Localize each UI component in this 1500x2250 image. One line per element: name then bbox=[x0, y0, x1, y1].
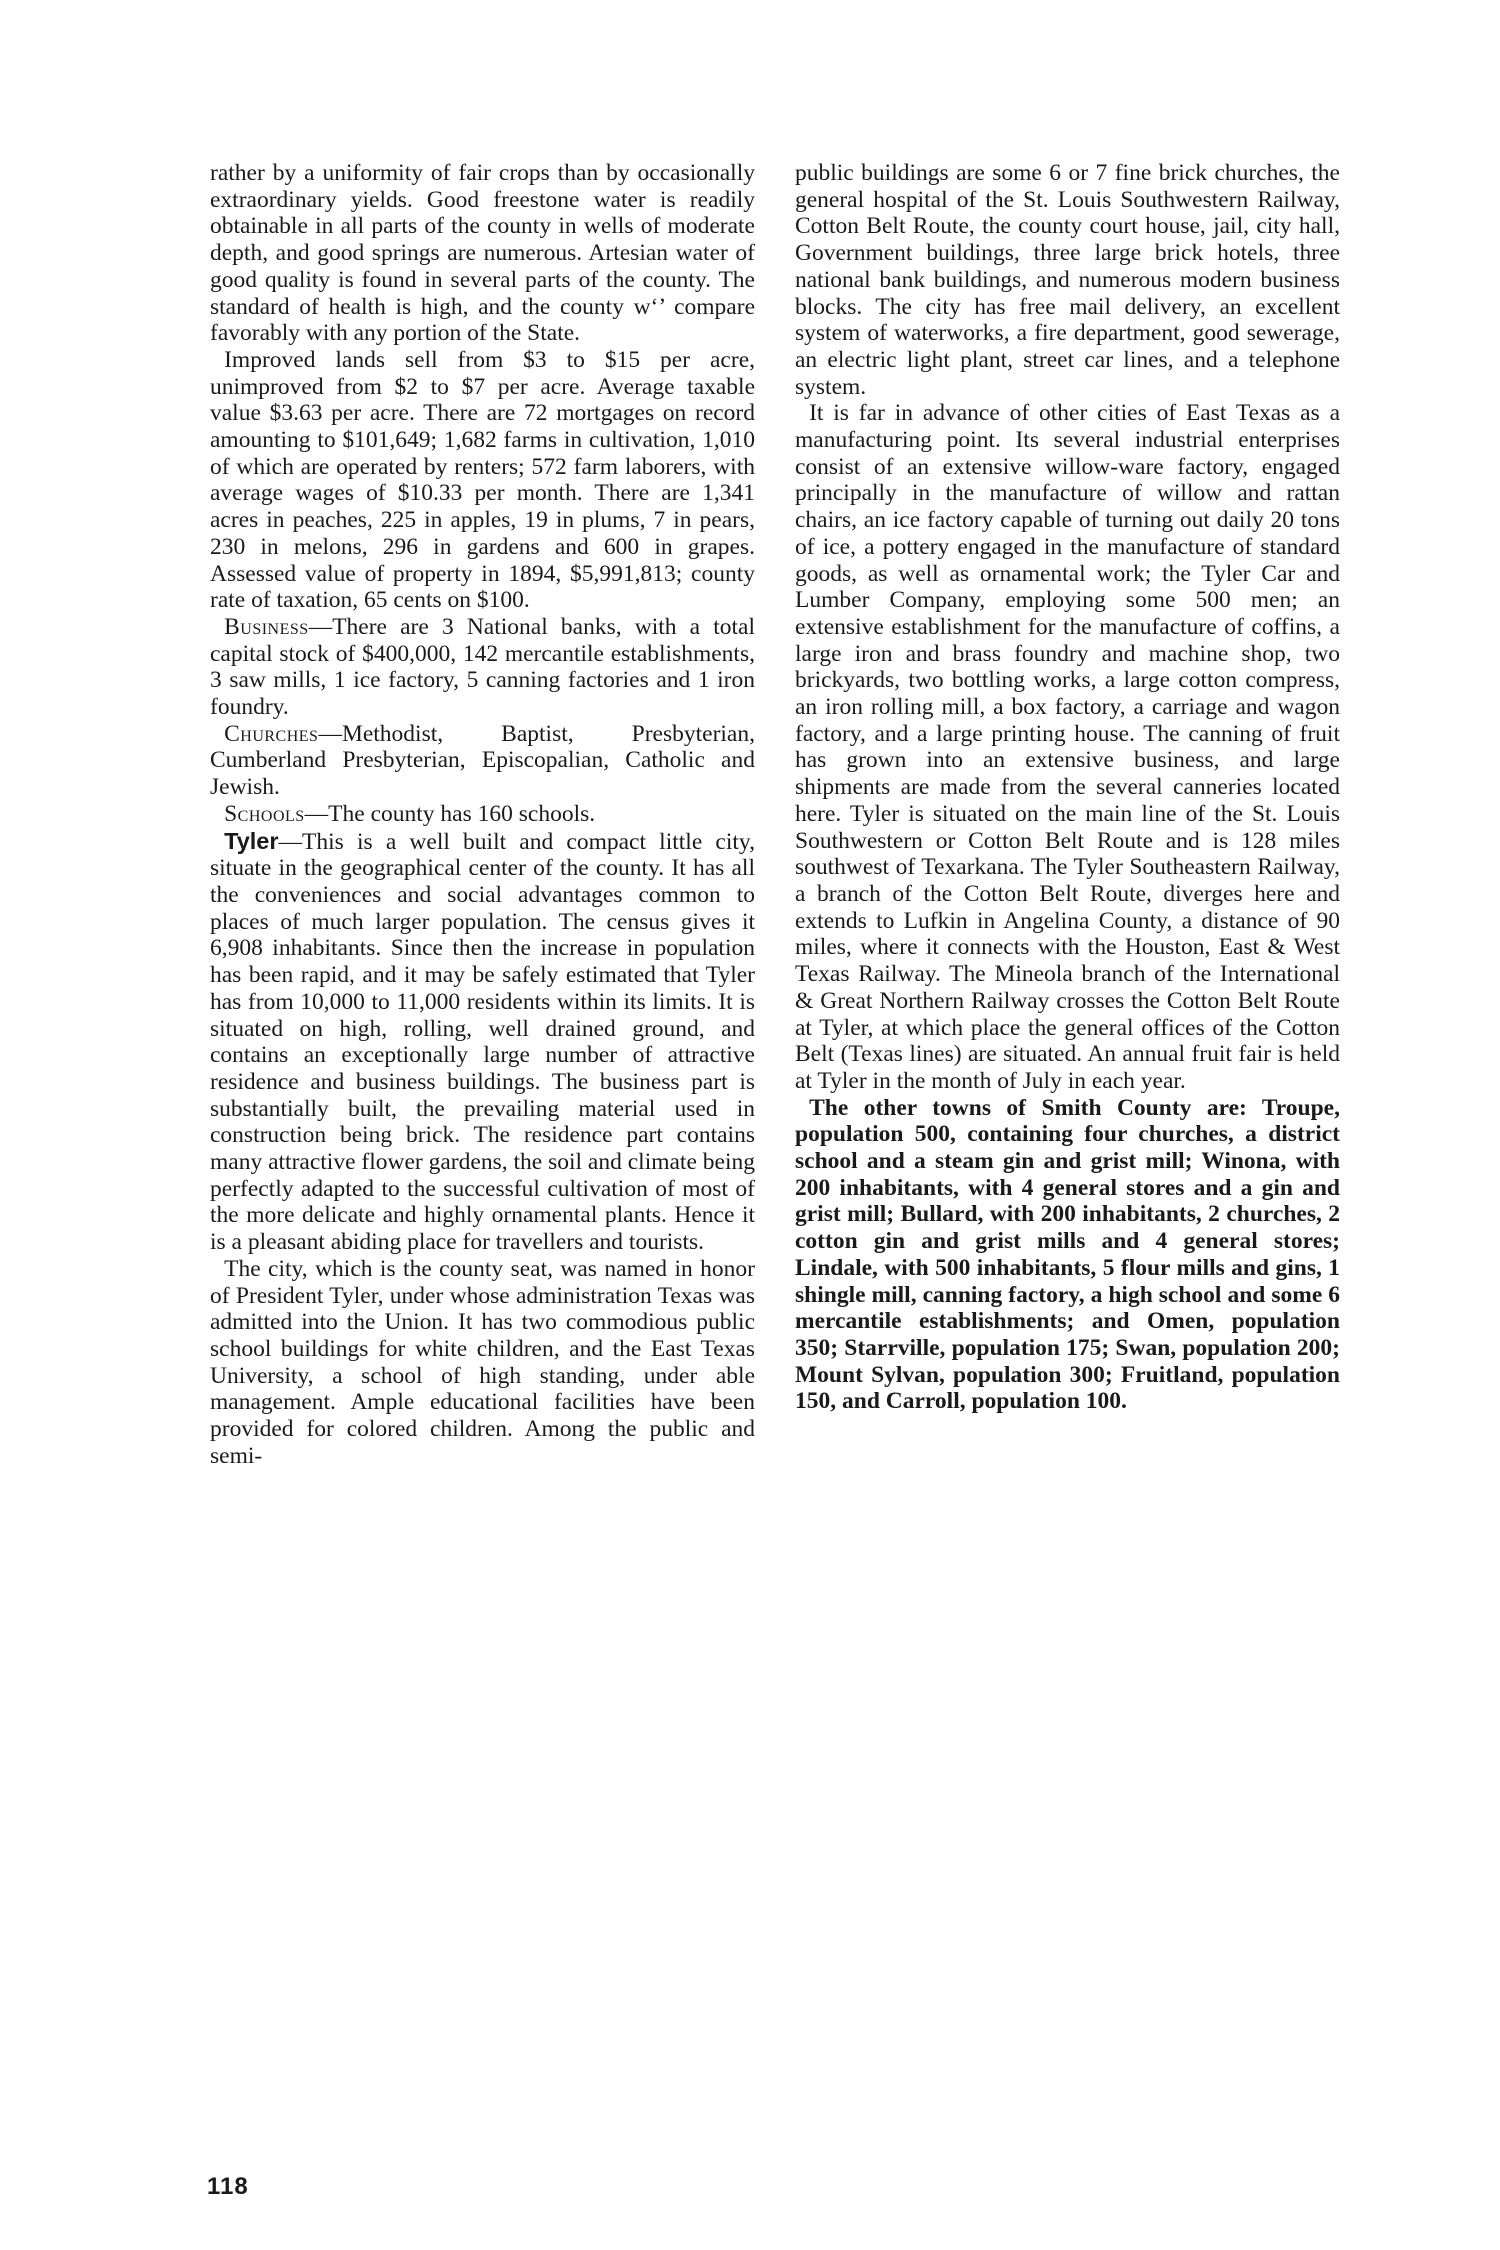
schools-text: —The county has 160 schools. bbox=[304, 800, 596, 827]
paragraph-land-values: Improved lands sell from $3 to $15 per acre, unimproved from $2 to $7 per acre. Average taxable value $3.63 per acre. There are 72 mortgages on record amounting to $101,649; 1,682 farms in cultivation, 1,010 of which are operated by renters; 572 farm laborers, with average wages of $10.33 per month. There are 1,341 acres in peaches, 225 in apples, 19 in plums, 7 in pears, 230 in melons, 296 in gardens and 600 in grapes. Assessed value of property in 1894, $5,991,813; county rate of taxation, 65 cents on $100. bbox=[210, 346, 755, 614]
paragraph-manufacturing: It is far in advance of other cities of East Texas as a manufacturing point. Its several industrial enterprises consist of an extensive willow-ware factory, engaged principally in the manufacture of willow and rattan chairs, an ice factory capable of turning out daily 20 tons of ice, a pottery engaged in the manufacture of standard goods, as well as ornamental work; the Tyler Car and Lumber Company, employing some 500 men; an extensive establishment for the manufacture of coffins, a large iron and brass foundry and machine shop, two brickyards, two bottling works, a large cotton compress, an iron rolling mill, a box factory, a carriage and wagon factory, and a large printing house. The canning of fruit has grown into an extensive business, and large shipments are made from the several canneries located here. Tyler is situated on the main line of the St. Louis Southwestern or Cotton Belt Route and is 128 miles southwest of Texarkana. The Tyler Southeastern Railway, a branch of the Cotton Belt Route, diverges here and extends to Lufkin in Angelina County, a distance of 90 miles, where it connects with the Houston, East & West Texas Railway. The Mineola branch of the International & Great Northern Railway crosses the Cotton Belt Route at Tyler, at which place the general offices of the Cotton Belt (Texas lines) are situated. An annual fruit fair is held at Tyler in the month of July in each year. bbox=[795, 400, 1340, 1094]
heading-schools: Schools bbox=[224, 800, 305, 827]
paragraph-other-towns: The other towns of Smith County are: Troupe, population 500, containing four churches, a district school and a steam gin and grist mill; Winona, with 200 inhabitants, with 4 general stores and a gin and grist mill; Bullard, with 200 inhabitants, 2 churches, 2 cotton gin and grist mills and 4 general stores; Lindale, with 500 inhabitants, 5 flour mills and gins, 1 shingle mill, canning factory, a high school and some 6 mercantile establishments; and Omen, population 350; Starrville, population 175; Swan, population 200; Mount Sylvan, population 300; Fruitland, population 150, and Carroll, population 100. bbox=[795, 1094, 1340, 1415]
churches-text: —Methodist, Baptist, Presbyterian, Cumberland Presbyterian, Episcopalian, Catholic and Jewish. bbox=[210, 720, 755, 801]
heading-business: Business bbox=[224, 613, 309, 640]
paragraph-soil-water: rather by a uniformity of fair crops than by occasionally extraordinary yields. Good freestone water is readily obtainable in all parts of the county in wells of moderate depth, and good springs are numerous. Artesian water of good quality is found in several parts of the county. The standard of health is high, and the county w‘’ compare favorably with any portion of the State. bbox=[210, 160, 755, 347]
paragraph-city-history: The city, which is the county seat, was named in honor of President Tyler, under whose administration Texas was admitted into the Union. It has two commodious public school buildings for white children, and the East Texas University, a school of high standing, under able management. Ample educational facilities have been provided for colored children. Among the public and semi- bbox=[210, 1255, 755, 1469]
paragraph-schools bbox=[210, 801, 755, 828]
page-number: 118 bbox=[207, 2173, 249, 2200]
paragraph-business bbox=[210, 614, 755, 721]
tyler-text: —This is a well built and compact little city, situate in the geographical center of the county. It has all the conveniences and social advantages common to places of much larger population. The census gives it 6,908 inhabitants. Since then the increase in population has been rapid, and it may be safely estimated that Tyler has from 10,000 to 11,000 residents within its limits. It is situated on high, rolling, well drained ground, and contains an exceptionally large number of attractive residence and business buildings. The business part is substantially built, the prevailing material used in construction being brick. The residence part contains many attractive flower gardens, the soil and climate being perfectly adapted to the successful cultivation of most of the more delicate and highly ornamental plants. Hence it is a pleasant abiding place for travellers and tourists. bbox=[210, 828, 755, 1256]
business-text: —There are 3 National banks, with a total capital stock of $400,000, 142 mercantile establishments, 3 saw mills, 1 ice factory, 5 canning factories and 1 iron foundry. bbox=[210, 613, 755, 721]
paragraph-churches bbox=[210, 721, 755, 801]
right-column bbox=[795, 160, 1340, 1415]
paragraph-tyler bbox=[210, 828, 755, 1256]
heading-tyler: Tyler bbox=[224, 827, 279, 854]
left-column bbox=[210, 160, 755, 1469]
paragraph-public-buildings: public buildings are some 6 or 7 fine brick churches, the general hospital of the St. Louis Southwestern Railway, Cotton Belt Route, the county court house, jail, city hall, Government buildings, three large brick hotels, three national bank buildings, and numerous modern business blocks. The city has free mail delivery, an excellent system of waterworks, a fire department, good sewerage, an electric light plant, street car lines, and a telephone system. bbox=[795, 160, 1340, 400]
heading-churches: Churches bbox=[224, 720, 319, 747]
